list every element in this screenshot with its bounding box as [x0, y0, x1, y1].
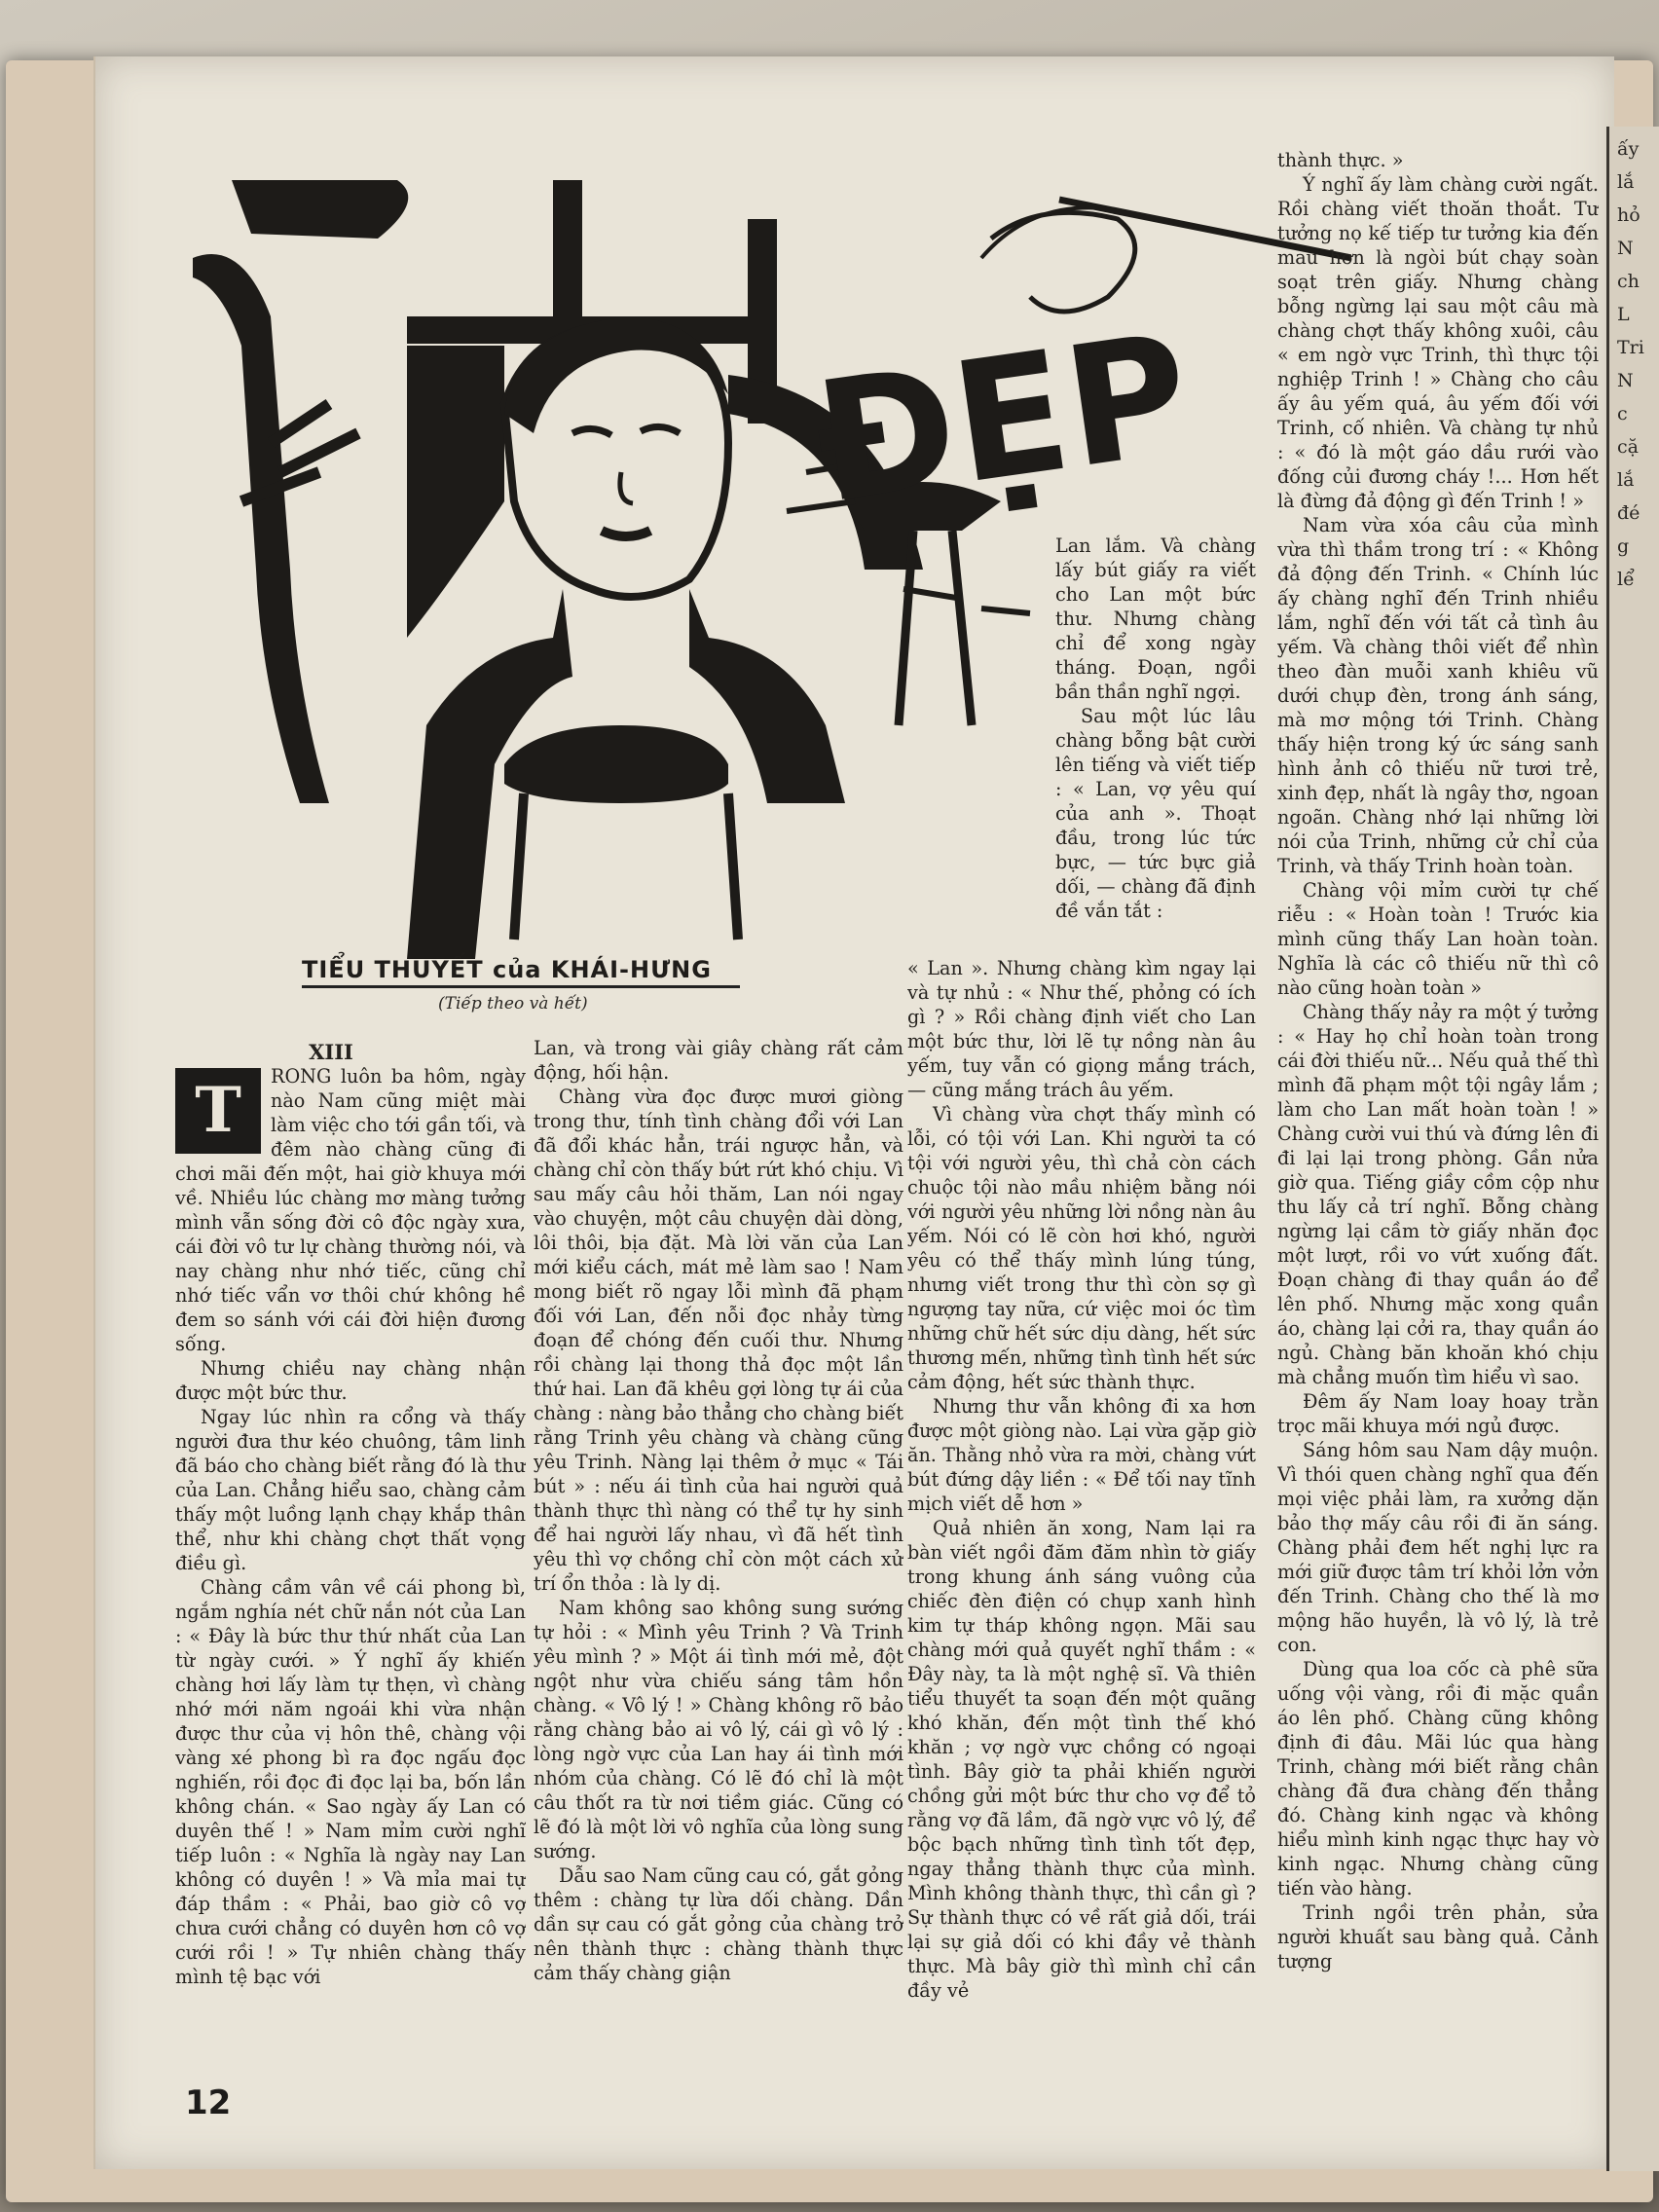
paragraph: Vì chàng vừa chợt thấy mình có lỗi, có tội với Lan. Khi người ta có tội với người yêu, thì chả còn cách chuộc tội nào mầu nhiệm bằng nói với người yêu những lời nồng nàn âu yếm. Nói có lẽ còn hơi khó, người yêu có thể thấy mình lúng túng, nhưng viết trong thư thì còn sợ gì ngượng tay nữa, cứ việc moi óc tìm những chữ hết sức dịu dàng, hết sức thương mến, những tình tình hết sức cảm động, hết sức thành thực.: [907, 1103, 1256, 1393]
paragraph: Chàng vội mỉm cười tự chế riễu : « Hoàn toàn ! Trước kia mình cũng thấy Lan hoàn toàn. Nghĩa là các cô thiếu nữ thì cô nào cũng hoàn toàn »: [1277, 879, 1599, 999]
text-column-2: [534, 1036, 903, 2073]
story-title: ĐẸP: [804, 298, 1201, 541]
paragraph: Chàng thấy nảy ra một ý tưởng : « Hay họ chỉ hoàn toàn trong cái đời thiếu nữ... Nếu quả thế thì mình đã phạm một tội ngây lắm ; làm cho Lan mất hoàn toàn ! » Chàng cười vui thú và đứng lên đi đi lại lại trong phòng. Gần nửa giờ qua. Tiếng giầy cồm cộp như thu lấy cả trí nghĩ. Bỗng chàng ngừng lại cầm tờ giấy nhăn đọc một lượt, rồi vo vứt xuống đất. Đoạn chàng đi thay quần áo để lên phố. Nhưng mặc xong quần áo, chàng lại cởi ra, thay quần áo ngủ. Chàng băn khoăn khó chịu mà chẳng muốn tìm hiểu vì sao.: [1277, 1001, 1599, 1388]
paragraph: Nam không sao không sung sướng tự hỏi : « Mình yêu Trinh ? Và Trinh yêu mình ? » Một ái tình mới mẻ, đột ngột như vừa chiếu sáng tâm hồn chàng. « Vô lý ! » Chàng không rõ bảo rằng chàng bảo ai vô lý, cái gì vô lý : lòng ngờ vực của Lan hay ái tình mới nhóm của chàng. Có lẽ đó chỉ là một câu thốt ra từ nơi tiềm giác. Cũng có lẽ đó là một lời vô nghĩa của lòng sung sướng.: [534, 1597, 903, 1862]
facing-page-fragment: L: [1617, 304, 1630, 325]
paragraph: Dẫu sao Nam cũng cau có, gắt gỏng thêm : chàng tự lừa dối chàng. Dần dần sự cau có gắt gỏng của chàng trở nên thành thực : chàng thành thực cảm thấy chàng giận: [534, 1864, 903, 1984]
facing-page-fragment: g: [1617, 535, 1630, 557]
text-column-3-top: [1055, 534, 1256, 947]
facing-page-fragment: lắ: [1617, 469, 1635, 491]
continuation-note: (Tiếp theo và hết): [438, 994, 588, 1014]
facing-page-fragment: ấy: [1617, 138, 1640, 160]
facing-page-edge: [1606, 127, 1659, 2171]
paragraph: Đêm ấy Nam loay hoay trằn trọc mãi khuya mới ngủ được.: [1277, 1390, 1599, 1437]
paragraph: Nam vừa xóa câu của mình vừa thì thầm trong trí : « Không đả động đến Trinh. « Chính lúc ấy chàng nghĩ đến Trinh nhiều lắm, nghĩ đến với tất cả tình âu yếm. Và chàng thôi viết để nhìn theo đàn muỗi xanh khiêu vũ dưới chụp đèn, trong ánh sáng, mà mơ mộng tới Trinh. Chàng thấy hiện trong ký ức sáng sanh hình ảnh cô thiếu nữ tươi trẻ, xinh đẹp, nhất là ngây thơ, ngoan ngoãn. Chàng nhớ lại những lời nói của Trinh, những cử chỉ của Trinh, và thấy Trinh hoàn toàn.: [1277, 514, 1599, 877]
paragraph: Trinh ngồi trên phản, sửa người khuất sau bàng quả. Cảnh tượng: [1277, 1901, 1599, 1972]
text-column-3: [907, 956, 1256, 2076]
paragraph: Ngay lúc nhìn ra cổng và thấy người đưa thư kéo chuông, tâm linh đã báo cho chàng biết rằng đó là thư của Lan. Chẳng hiểu sao, chàng cảm thấy một luồng lạnh chạy khắp thân thể, như khi chàng chợt thất vọng điều gì.: [175, 1406, 526, 1574]
byline: TIỂU THUYẾT của KHÁI-HƯNG: [302, 956, 740, 988]
column-3-body: [907, 956, 1256, 2003]
paragraph: Sau một lúc lâu chàng bỗng bật cười lên tiếng và viết tiếp : « Lan, vợ yêu quí của anh ». Thoạt đầu, trong lúc tức bực, — tức bực giả dối, — chàng đã định đề vắn tắt :: [1055, 705, 1256, 922]
column-4-body: [1277, 148, 1599, 1973]
paragraph: Dùng qua loa cốc cà phê sữa uống vội vàng, rồi đi mặc quần áo lên phố. Chàng cũng không định đi đâu. Mãi lúc qua hàng Trinh, chàng mới biết rằng chân chàng đã đưa chàng đến thẳng đó. Chàng kinh ngạc và không hiểu mình kinh ngạc thực hay vờ kinh ngạc. Nhưng chàng cũng tiến vào hàng.: [1277, 1658, 1599, 1899]
facing-page-fragment: cặ: [1617, 436, 1639, 458]
facing-page-fragment: lể: [1617, 569, 1635, 590]
paragraph: Quả nhiên ăn xong, Nam lại ra bàn viết ngồi đăm đăm nhìn tờ giấy trong khung ánh sáng vuông của chiếc đèn điện có chụp xanh hình kim tự tháp không ngọn. Mãi sau chàng mới quả quyết nghĩ thầm : « Đây này, ta là một nghệ sĩ. Và thiên tiểu thuyết ta soạn đến một quãng khó khăn, đến một tình thế khó khăn ; vợ ngờ vực chồng có ngoại tình. Bây giờ ta phải khiến người chồng gửi một bức thư cho vợ để tỏ rằng vợ đã lầm, đã ngờ vực vô lý, để bộc bạch những tình tình tốt đẹp, ngay thẳng thành thực của mình. Mình không thành thực, thì cần gì ? Sự thành thực có về rất giả dối, trái lại sự giả dối có khi đầy vẻ thành thực. Mà bây giờ thì mình chỉ cần đầy vẻ: [907, 1517, 1256, 2002]
paragraph: « Lan ». Nhưng chàng kìm ngay lại và tự nhủ : « Như thế, phỏng có ích gì ? » Rồi chàng định viết cho Lan một bức thư, lời lẽ tự nồng nàn âu yếm, tuy vẫn có giọng mắng trách, — cũng mắng trách âu yếm.: [907, 957, 1256, 1101]
facing-page-fragment: N: [1617, 238, 1634, 259]
facing-page-fragment: hỏ: [1617, 204, 1641, 226]
paragraph: Sáng hôm sau Nam dậy muộn. Vì thói quen chàng nghĩ qua đến mọi việc phải làm, ra xưởng dặn bảo thợ mấy câu rồi đi ăn sáng. Chàng phải đem hết nghị lực ra mới giữ được tâm trí khỏi lởn vởn đến Trinh. Chàng cho thế là mơ mộng hão huyền, là vô lý, là trẻ con.: [1277, 1439, 1599, 1656]
facing-page-fragment: lắ: [1617, 171, 1635, 193]
text-column-4: [1277, 148, 1599, 2076]
facing-page-fragment: c: [1617, 403, 1628, 424]
column-1-body: [175, 1064, 526, 1989]
facing-page-fragment: Tri: [1617, 337, 1644, 358]
paragraph: Nhưng chiều nay chàng nhận được một bức thư.: [175, 1357, 526, 1404]
paragraph: thành thực. »: [1277, 149, 1404, 171]
paragraph: Lan, và trong vài giây chàng rất cảm động, hối hận.: [534, 1037, 903, 1084]
column-2-body: [534, 1036, 903, 1985]
drop-cap: T: [175, 1068, 261, 1154]
chapter-number: XIII: [309, 1040, 353, 1064]
paragraph: Chàng vừa đọc được mươi giòng trong thư, tính tình chàng đổi với Lan đã đổi khác hẳn, trái ngược hẳn, và chàng chỉ còn thấy bứt rứt khó chịu. Vì sau mấy câu hỏi thăm, Lan nói ngay vào chuyện, một câu chuyện dài dòng, lôi thôi, bịa đặt. Mà lời văn của Lan mới kiểu cách, mát mẻ làm sao ! Nam mong biết rõ ngay lỗi mình đã phạm đối với Lan, đến nỗi đọc nhảy từng đoạn để chóng đến cuối thư. Nhưng rồi chàng lại thong thả đọc một lần thứ hai. Lan đã khêu gợi lòng tự ái của chàng : nàng bảo thẳng cho chàng biết rằng Trinh yêu chàng và chàng cũng yêu Trinh. Nàng lại thêm ở mục « Tái bút » : nếu ái tình của hai người quả thành thực thì nàng có thể tự hy sinh để hai người lấy nhau, vì đã hết tình yêu thì vợ chồng chỉ còn một cách xử trí ổn thỏa : là ly dị.: [534, 1086, 903, 1595]
paragraph: Chàng cầm vân về cái phong bì, ngắm nghía nét chữ nắn nót của Lan : « Đây là bức thư thứ nhất của Lan từ ngày cưới. » Ý nghĩ ấy khiến chàng hơi lấy làm tự thẹn, vì chàng nhớ mới năm ngoái khi vừa nhận được thư của vị hôn thê, chàng vội vàng xé phong bì ra đọc ngấu đọc nghiến, rồi đọc đi đọc lại ba, bốn lần không chán. « Sao ngày ấy Lan có duyên thế ! » Nam mỉm cười nghĩ tiếp luôn : « Nghĩa là ngày nay Lan không có duyên ! » Và mỉa mai tự đáp thầm : « Phải, bao giờ cô vợ chưa cưới chẳng có duyên hơn cô vợ cưới rồi ! » Tự nhiên chàng thấy mình tệ bạc với: [175, 1576, 526, 1988]
facing-page-fragment: đé: [1617, 502, 1641, 524]
column-3-top-body: [1055, 534, 1256, 923]
paragraph: RONG luôn ba hôm, ngày nào Nam cũng miệt mài làm việc cho tới gần tối, và đêm nào chàng cũng đi chơi mãi đến một, hai giờ khuya mới về. Nhiều lúc chàng mơ màng tưởng mình vẫn sống đời cô độc ngày xưa, cái đời vô tư lự chàng thường nói, và nay chàng như nhớ tiếc, cũng chỉ nhớ tiếc vẩn vơ thôi chứ không hề đem so sánh với cái đời hiện đương sống.: [175, 1065, 526, 1355]
paragraph: Ý nghĩ ấy làm chàng cười ngất. Rồi chàng viết thoăn thoắt. Tư tưởng nọ kế tiếp tư tưởng kia đến mau hơn là ngòi bút chạy soàn soạt trên giấy. Nhưng chàng bỗng ngừng lại sau một câu mà chàng chợt thấy không xuôi, câu « em ngờ vực Trinh, thì thực tội nghiệp Trinh ! » Chàng cho câu ấy âu yếm quá, âu yếm đối với Trinh, cố nhiên. Và chàng tự nhủ : « đó là một gáo dầu rưới vào đống củi đương cháy !... Hơn hết là đừng đả động gì đến Trinh ! »: [1277, 173, 1599, 512]
page-number: 12: [185, 2083, 232, 2122]
story-credits: [302, 956, 740, 1014]
facing-page-fragment: ch: [1617, 271, 1640, 292]
paragraph: Lan lắm. Và chàng lấy bút giấy ra viết cho Lan một bức thư. Nhưng chàng chỉ để xong ngày tháng. Đoạn, ngồi bần thần nghĩ ngợi.: [1055, 535, 1256, 703]
text-column-1: [175, 1040, 526, 2072]
facing-page-fragment: N: [1617, 370, 1634, 391]
paragraph: Nhưng thư vẫn không đi xa hơn được một giòng nào. Lại vừa gặp giờ ăn. Thằng nhỏ vừa ra mời, chàng vứt bút đứng dậy liền : « Để tối nay tĩnh mịch viết dễ hơn »: [907, 1395, 1256, 1515]
